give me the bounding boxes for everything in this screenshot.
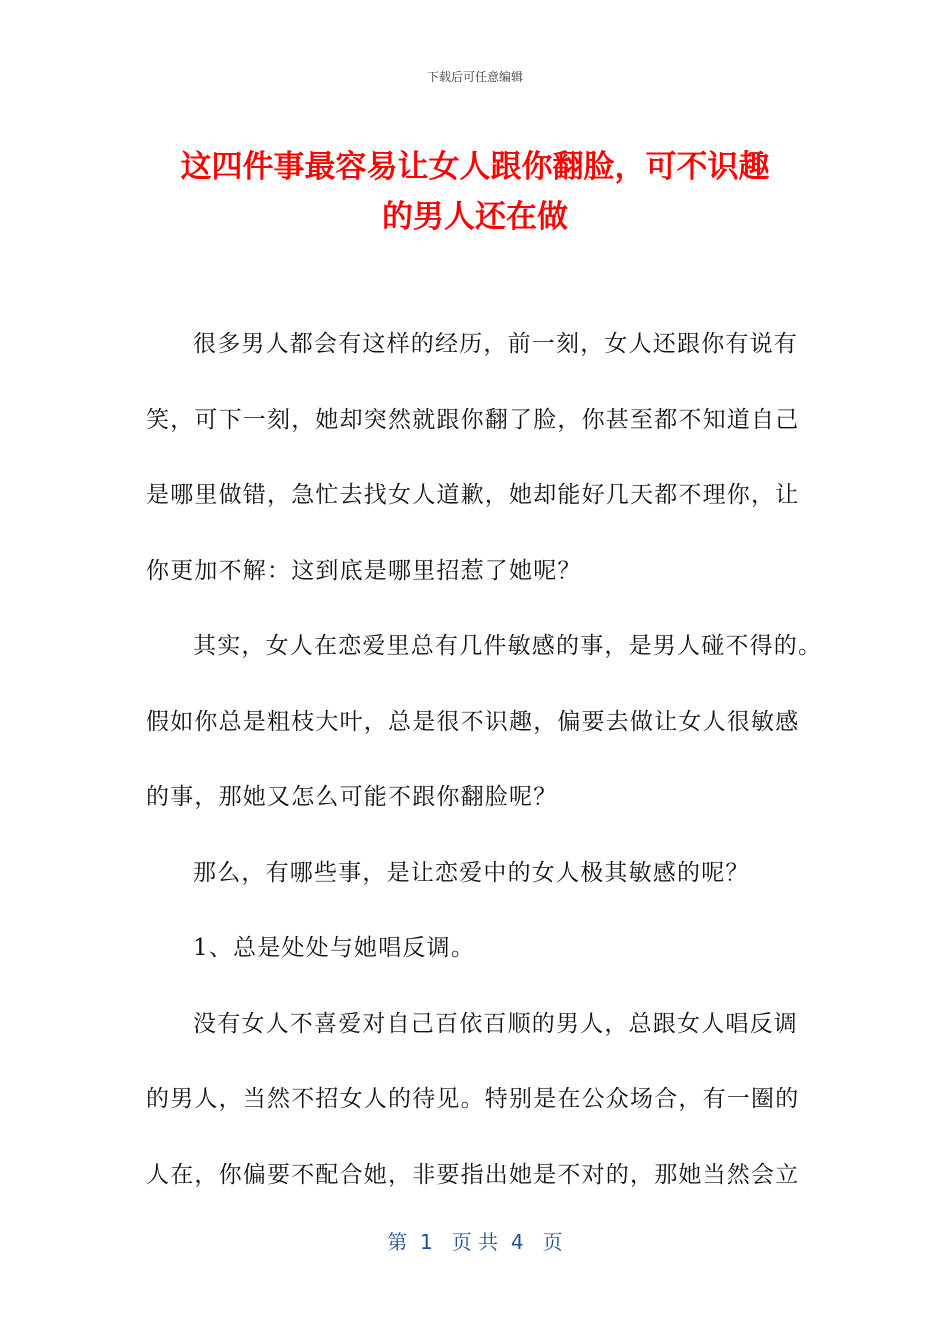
- body-line: 很多男人都会有这样的经历，前一刻，女人还跟你有说有: [193, 331, 798, 357]
- title-line-1: 这四件事最容易让女人跟你翻脸，可不识趣: [180, 149, 770, 185]
- title-line-2: 的男人还在做: [382, 199, 568, 235]
- page-number-footer: 第 1 页 共 4 页: [387, 1230, 563, 1254]
- body-line: 没有女人不喜爱对自己百依百顺的男人，总跟女人唱反调: [193, 1010, 798, 1037]
- body-line: 1、总是处处与她唱反调。: [193, 935, 476, 961]
- document-title: [140, 142, 810, 242]
- body-line: 你更加不解：这到底是哪里招惹了她呢？: [146, 557, 582, 584]
- body-line: 笑，可下一刻，她却突然就跟你翻了脸，你甚至都不知道自己: [146, 406, 800, 433]
- header-note: 下载后可任意编辑: [426, 70, 523, 84]
- body-line: 的事，那她又怎么可能不跟你翻脸呢？: [146, 784, 558, 810]
- body-line: 那么，有哪些事，是让恋爱中的女人极其敏感的呢？: [193, 859, 750, 886]
- body-line: 人在，你偏要不配合她，非要指出她是不对的，那她当然会立: [146, 1161, 800, 1188]
- body-line: 是哪里做错，急忙去找女人道歉，她却能好几天都不理你，让: [146, 482, 800, 508]
- document-body: [146, 320, 823, 1226]
- body-line: 的男人，当然不招女人的待见。特别是在公众场合，有一圈的: [146, 1086, 800, 1112]
- body-line: 其实，女人在恋爱里总有几件敏感的事，是男人碰不得的。: [193, 633, 823, 659]
- body-line: 假如你总是粗枝大叶，总是很不识趣，偏要去做让女人很敏感: [146, 708, 800, 735]
